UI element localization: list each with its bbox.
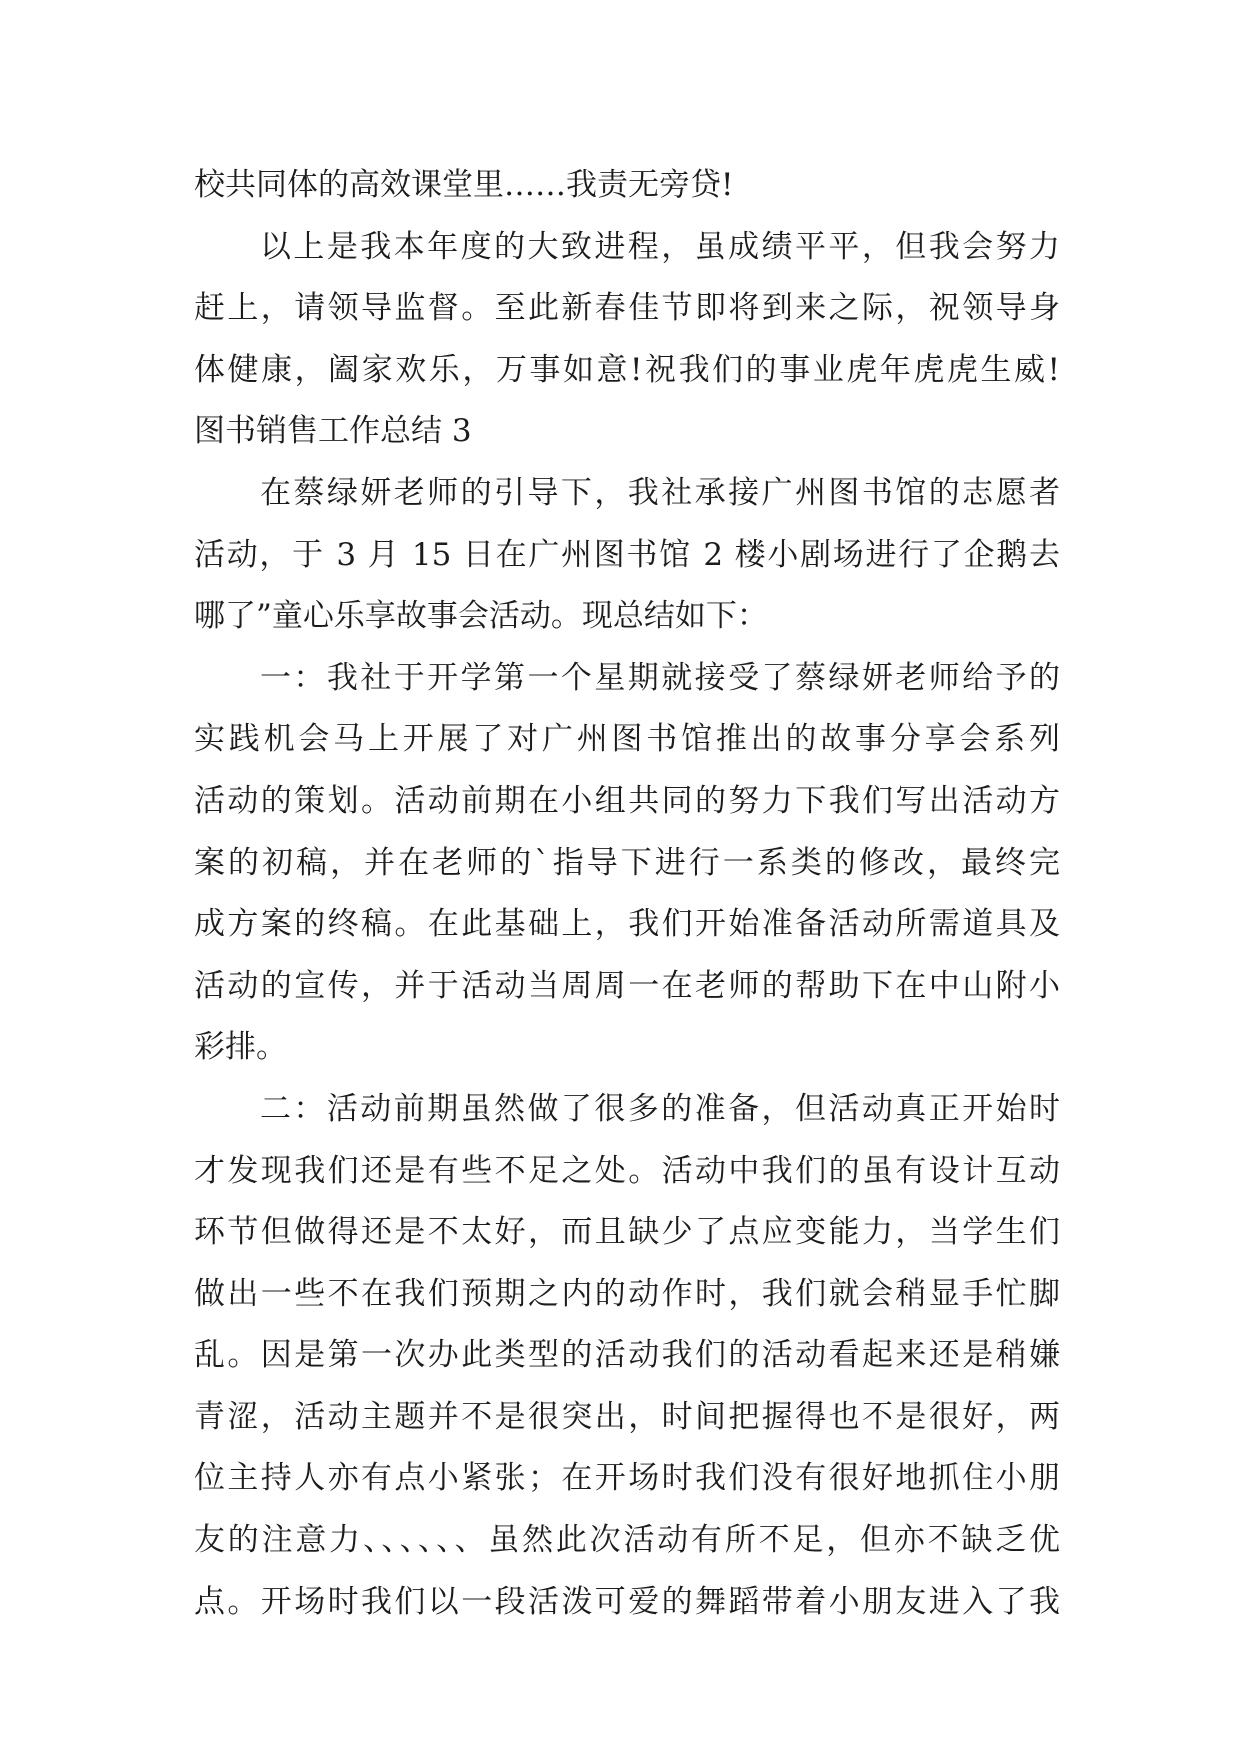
text-line: 一：我社于开学第一个星期就接受了蔡绿妍老师给予的 (260, 659, 1060, 696)
text-line: 乱。因是第一次办此类型的活动我们的活动看起来还是稍嫌 (194, 1337, 1060, 1374)
text-line: 实践机会马上开展了对广州图书馆推出的故事分享会系列 (194, 721, 1060, 758)
paragraph-point-two (194, 1079, 1060, 1633)
section-heading: 图书销售工作总结 3 (194, 413, 472, 450)
text-line: 友的注意力、、、、、、虽然此次活动有所不足，但亦不缺乏优 (194, 1522, 1060, 1559)
text-line: 点。开场时我们以一段活泼可爱的舞蹈带着小朋友进入了我 (194, 1583, 1060, 1620)
text-line: 彩排。 (194, 1029, 287, 1066)
text-line: 活动的策划。活动前期在小组共同的努力下我们写出活动方 (194, 782, 1060, 819)
document-body (194, 155, 1060, 1633)
text-line: 青涩，活动主题并不是很突出，时间把握得也不是很好，两 (194, 1398, 1060, 1435)
text-line: 活动的宣传，并于活动当周周一在老师的帮助下在中山附小 (194, 967, 1060, 1004)
text-line: 才发现我们还是有些不足之处。活动中我们的虽有设计互动 (194, 1152, 1060, 1189)
text-line: 体健康，阖家欢乐，万事如意!祝我们的事业虎年虎虎生威! (194, 351, 1060, 388)
text-line: 环节但做得还是不太好，而且缺少了点应变能力，当学生们 (194, 1214, 1060, 1251)
text-line: 成方案的终稿。在此基础上，我们开始准备活动所需道具及 (194, 906, 1060, 943)
text-line: 活动，于 3 月 15 日在广州图书馆 2 楼小剧场进行了企鹅去 (194, 536, 1060, 573)
text-line: 做出一些不在我们预期之内的动作时，我们就会稍显手忙脚 (194, 1275, 1060, 1312)
section-heading-block (194, 401, 1060, 463)
text-line: 哪了”童心乐享故事会活动。现总结如下： (194, 598, 768, 635)
paragraph-continued (194, 155, 1060, 217)
text-line: 位主持人亦有点小紧张；在开场时我们没有很好地抓住小朋 (194, 1460, 1060, 1497)
text-line: 以上是我本年度的大致进程，虽成绩平平，但我会努力 (260, 228, 1060, 265)
text-line: 二：活动前期虽然做了很多的准备，但活动真正开始时 (260, 1090, 1060, 1127)
text-line: 校共同体的高效课堂里……我责无旁贷! (194, 167, 734, 203)
text-line: 赶上，请领导监督。至此新春佳节即将到来之际，祝领导身 (194, 290, 1060, 327)
text-line: 案的初稿，并在老师的`指导下进行一系类的修改，最终完 (194, 844, 1060, 881)
text-line: 在蔡绿妍老师的引导下，我社承接广州图书馆的志愿者 (260, 474, 1060, 511)
paragraph-intro (194, 463, 1060, 648)
paragraph-point-one (194, 648, 1060, 1079)
paragraph-closing-remarks (194, 217, 1060, 402)
